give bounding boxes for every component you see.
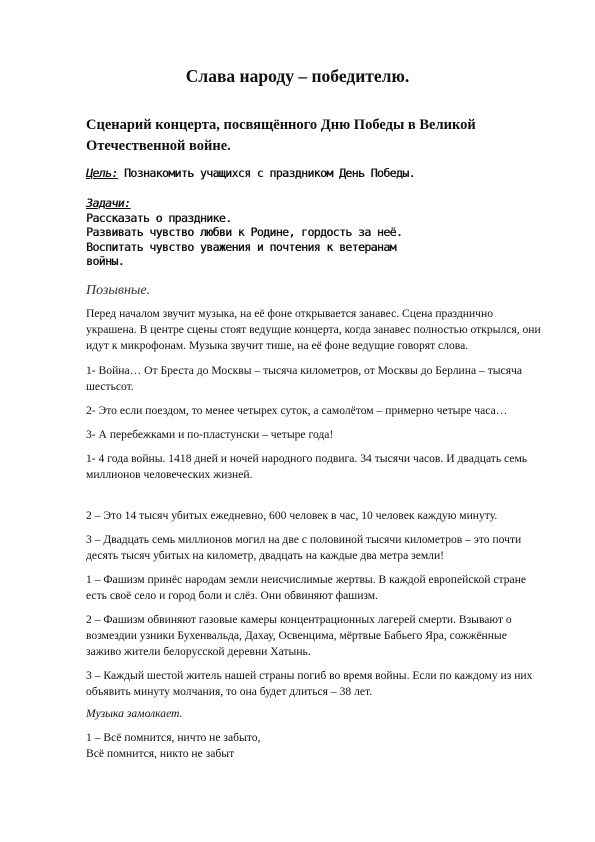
- paragraph: [86, 363, 522, 395]
- paragraph-line: возмездии узники Бухенвальда, Дахау, Освенцима, мёртвые Бабьего Яра, сожжённые: [86, 629, 507, 642]
- task-line: Рассказать о празднике.: [86, 210, 232, 225]
- document-subtitle: Сценарий концерта, посвящённого Дню Победы в Великой Отечественной войне.: [86, 117, 476, 154]
- paragraph-line: шестьсот.: [86, 380, 134, 393]
- paragraph: [86, 508, 516, 524]
- paragraph-line: 3- А перебежками и по-пластунски – четыре года!: [86, 428, 334, 441]
- paragraph: [86, 730, 516, 762]
- paragraph-line: 1- Война… От Бреста до Москвы – тысяча километров, от Москвы до Берлина – тысяча: [86, 364, 522, 377]
- paragraph-line: Всё помнится, никто не забыт: [86, 747, 235, 760]
- document-title: Слава народу – победителю.: [185, 66, 410, 86]
- paragraph-line: Перед началом звучит музыка, на её фоне открывается занавес. Сцена празднично: [86, 307, 493, 320]
- paragraph-line: 2 – Это 14 тысяч убитых ежедневно, 600 человек в час, 10 человек каждую минуту.: [86, 509, 498, 522]
- goal-line: [86, 166, 415, 180]
- paragraph: [86, 612, 516, 660]
- task-line: войны.: [86, 254, 124, 268]
- paragraph-intro: [86, 306, 541, 354]
- paragraph-line: 1- 4 года войны. 1418 дней и ночей народного подвига. 34 тысячи часов. И двадцать семь: [86, 452, 528, 465]
- stage-direction: [86, 706, 516, 722]
- paragraph: [86, 532, 522, 564]
- paragraph-line: 1 – Всё помнится, ничто не забыто,: [86, 731, 261, 744]
- paragraph-line: 1 – Фашизм принёс народам земли неисчислимые жертвы. В каждой европейской стране: [86, 573, 527, 586]
- tasks-label: Задачи:: [86, 196, 131, 210]
- paragraph-line: миллионов человеческих жизней.: [86, 468, 253, 481]
- paragraph-line: идут к микрофонам. Музыка звучит тише, на её фоне ведущие говорят слова.: [86, 339, 469, 352]
- paragraph: [86, 427, 516, 443]
- paragraph: [86, 668, 533, 700]
- paragraph-line: заживо жители белорусской деревни Хатынь.: [86, 645, 311, 658]
- paragraph-line: 3 – Каждый шестой житель нашей страны погиб во время войны. Если по каждому из них: [86, 669, 533, 682]
- paragraph-line: 2 – Фашизм обвиняют газовые камеры концентрационных лагерей смерти. Взывают о: [86, 613, 512, 626]
- paragraph-line: 2- Это если поездом, то менее четырех суток, а самолётом – примерно четыре часа…: [86, 404, 508, 417]
- tasks-block: [86, 196, 416, 269]
- paragraph: [86, 572, 527, 604]
- paragraph-line: объявить минуту молчания, то она будет длиться – 38 лет.: [86, 685, 373, 698]
- task-line: Воспитать чувство уважения и почтения к ветеранам: [86, 239, 396, 254]
- paragraph-line: Музыка замолкает.: [86, 707, 183, 720]
- paragraph: [86, 451, 528, 483]
- task-line: Развивать чувство любви к Родине, гордость за неё.: [86, 225, 403, 239]
- paragraph-line: есть своё село и город боли и слёз. Они обвиняют фашизм.: [86, 589, 379, 602]
- paragraph-line: украшена. В центре сцены стоят ведущие концерта, когда занавес полностью открылся, они: [86, 323, 541, 336]
- paragraph-line: 3 – Двадцать семь миллионов могил на две с половиной тысячи километров – это почти: [86, 533, 522, 546]
- paragraph-line: десять тысяч убитых на километр, двадцать на каждые два метра земли!: [86, 549, 445, 562]
- goal-text: Познакомить учащихся с праздником День Победы.: [117, 166, 415, 180]
- goal-label: Цель:: [86, 166, 118, 180]
- paragraph: [86, 403, 516, 419]
- section-heading: Позывные.: [86, 283, 151, 298]
